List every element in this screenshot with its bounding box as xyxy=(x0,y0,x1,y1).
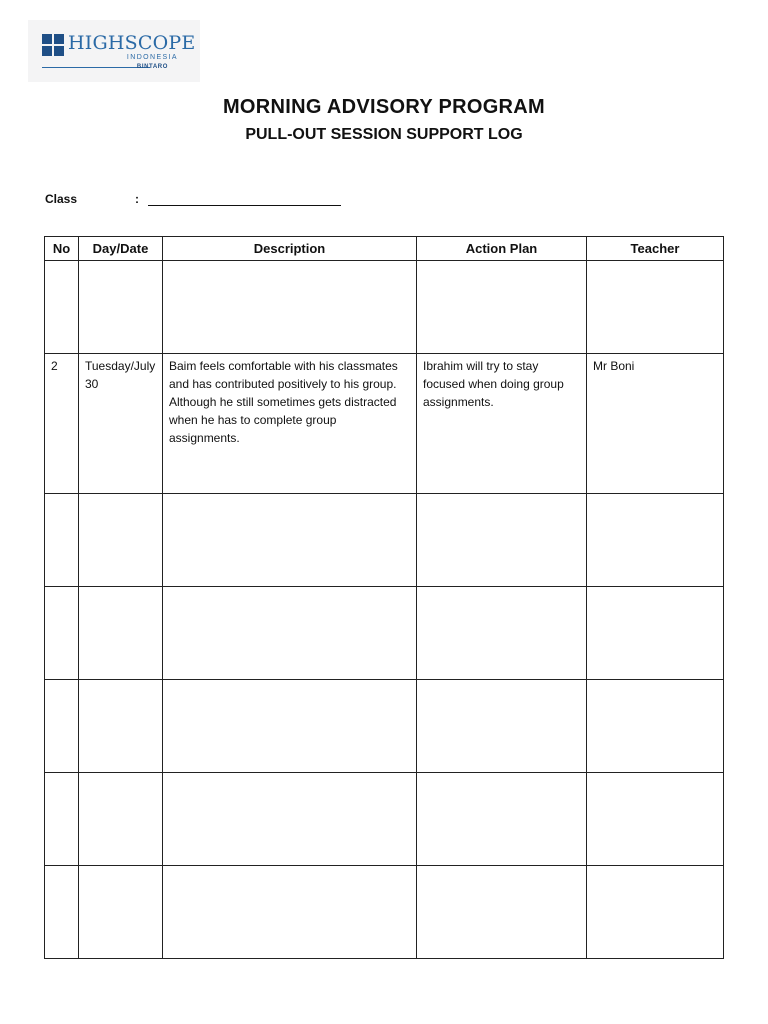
page-subtitle: PULL-OUT SESSION SUPPORT LOG xyxy=(245,126,523,143)
cell-action-plan[interactable] xyxy=(417,261,587,354)
logo-location: BINTARO xyxy=(136,64,168,70)
cell-no[interactable] xyxy=(45,261,79,354)
cell-teacher[interactable] xyxy=(587,494,724,587)
table-row xyxy=(45,261,724,354)
cell-no[interactable] xyxy=(45,680,79,773)
class-colon: : xyxy=(135,192,139,206)
logo-subtitle: INDONESIA xyxy=(126,54,178,61)
logo-mark-icon xyxy=(42,34,64,56)
cell-action-plan[interactable] xyxy=(417,494,587,587)
table-row xyxy=(45,494,724,587)
cell-teacher[interactable] xyxy=(587,587,724,680)
column-header-teacher: Teacher xyxy=(587,237,724,261)
cell-teacher[interactable] xyxy=(587,773,724,866)
column-header-description: Description xyxy=(163,237,417,261)
cell-day-date[interactable] xyxy=(79,494,163,587)
cell-day-date[interactable] xyxy=(79,866,163,959)
cell-teacher[interactable] xyxy=(587,261,724,354)
column-header-day-date: Day/Date xyxy=(79,237,163,261)
cell-no[interactable] xyxy=(45,773,79,866)
cell-description[interactable] xyxy=(163,680,417,773)
cell-action-plan[interactable] xyxy=(417,773,587,866)
class-label: Class xyxy=(45,192,78,206)
table-row xyxy=(45,773,724,866)
table-row xyxy=(45,354,724,494)
logo-divider xyxy=(42,67,150,68)
cell-day-date[interactable] xyxy=(79,587,163,680)
cell-day-date[interactable]: Tuesday/July 30 xyxy=(79,354,163,494)
cell-no[interactable] xyxy=(45,866,79,959)
support-log-table xyxy=(44,236,724,959)
logo-name: HIGHSCOPE xyxy=(68,32,196,54)
cell-action-plan[interactable]: Ibrahim will try to stay focused when doing group assignments. xyxy=(417,354,587,494)
cell-action-plan[interactable] xyxy=(417,680,587,773)
cell-action-plan[interactable] xyxy=(417,866,587,959)
cell-description[interactable] xyxy=(163,261,417,354)
cell-description[interactable] xyxy=(163,587,417,680)
cell-no[interactable]: 2 xyxy=(45,354,79,494)
cell-no[interactable] xyxy=(45,587,79,680)
cell-description[interactable]: Baim feels comfortable with his classmates and has contributed positively to his group. Although he still sometimes gets distracted when he has to complete group assignments. xyxy=(163,354,417,494)
school-logo xyxy=(28,20,200,82)
cell-teacher[interactable] xyxy=(587,680,724,773)
table-row xyxy=(45,680,724,773)
cell-description[interactable] xyxy=(163,773,417,866)
table-row xyxy=(45,587,724,680)
class-input-line[interactable] xyxy=(148,193,341,206)
cell-teacher[interactable]: Mr Boni xyxy=(587,354,724,494)
cell-day-date[interactable] xyxy=(79,773,163,866)
cell-day-date[interactable] xyxy=(79,261,163,354)
column-header-no: No xyxy=(45,237,79,261)
cell-action-plan[interactable] xyxy=(417,587,587,680)
table-header-row xyxy=(45,237,724,261)
page-title: MORNING ADVISORY PROGRAM xyxy=(222,96,546,118)
cell-teacher[interactable] xyxy=(587,866,724,959)
cell-description[interactable] xyxy=(163,494,417,587)
cell-no[interactable] xyxy=(45,494,79,587)
column-header-action-plan: Action Plan xyxy=(417,237,587,261)
table-row xyxy=(45,866,724,959)
cell-day-date[interactable] xyxy=(79,680,163,773)
cell-description[interactable] xyxy=(163,866,417,959)
